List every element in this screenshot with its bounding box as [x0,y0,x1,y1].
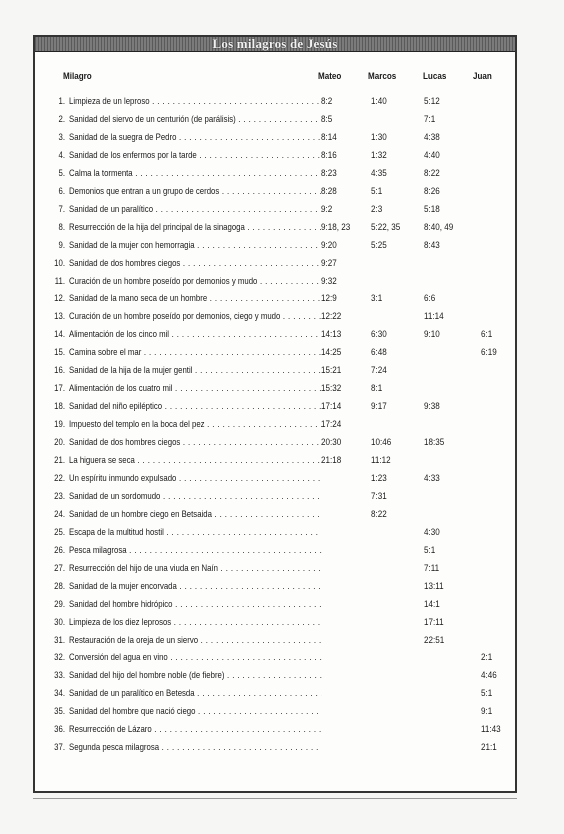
row-number: 3. [58,131,65,143]
miracle-name: Restauración de la oreja de un siervo . . . [69,635,322,646]
ref-lucas: 5:12 [424,96,440,107]
ref-lucas: 13:11 [424,580,444,592]
miracle-name: Sanidad del hijo del hombre noble (de fiebre) . . . [69,670,322,681]
ref-mateo: 8:2 [321,96,333,107]
table-row [35,240,515,254]
ref-mateo: 20:30 [321,437,342,449]
table-row [35,599,515,613]
ref-mateo: 9:2 [321,203,333,215]
row-number: 34. [54,688,65,700]
table-row [35,724,515,738]
ref-lucas: 8:26 [424,185,440,197]
row-number: 5. [58,167,65,179]
ref-juan: 9:1 [481,706,493,718]
miracle-name: Curación de un hombre poseído por demonios, ciego y mudo . . . [69,311,322,322]
ref-lucas: 4:30 [424,526,440,538]
row-number: 14. [54,329,65,341]
miracle-name: Sanidad del siervo de un centurión (de parálisis) . . . [69,114,322,125]
miracle-name: Sanidad de la mujer con hemorragia . . . [69,240,322,251]
miracle-name: Sanidad de los enfermos por la tarde . . . [69,150,322,161]
row-number: 4. [58,149,65,161]
row-number: 37. [54,742,65,754]
table-row [35,635,515,649]
ref-lucas: 22:51 [424,634,445,646]
miracle-name: Sanidad de un sordomudo . . . [69,491,322,502]
ref-lucas: 4:33 [424,472,440,484]
table-row [35,329,515,343]
table-row [35,509,515,523]
miracle-name: Sanidad de la mano seca de un hombre . . . [69,293,322,304]
ref-mateo: 9:27 [321,257,337,269]
ref-mateo: 9:18, 23 [321,221,351,233]
ref-lucas: 7:1 [424,113,436,125]
table-row [35,114,515,128]
ref-marcos: 8:1 [371,383,383,395]
row-number: 24. [54,508,65,520]
row-number: 25. [54,526,65,538]
miracle-name: Calma la tormenta . . . [69,168,322,179]
table-row [35,670,515,684]
table-row [35,150,515,164]
table-row [35,365,515,379]
table-row [35,545,515,559]
table-row [35,293,515,307]
ref-mateo: 8:23 [321,167,337,179]
row-number: 7. [58,203,65,215]
table-row [35,419,515,433]
header-lucas: Lucas [423,71,447,82]
ref-mateo: 15:32 [321,383,342,395]
row-number: 23. [54,490,65,502]
row-number: 15. [54,347,65,359]
miracle-name: Camina sobre el mar . . . [69,347,322,358]
row-number: 31. [54,634,65,646]
ref-lucas: 8:22 [424,167,440,179]
ref-marcos: 5:25 [371,239,387,251]
ref-mateo: 15:21 [321,365,342,377]
table-row [35,132,515,146]
miracle-name: Limpieza de los diez leprosos . . . [69,617,322,628]
ref-mateo: 8:5 [321,113,333,125]
miracle-name: Sanidad del hombre que nació ciego . . . [69,706,322,717]
miracle-name: Alimentación de los cuatro mil . . . [69,383,322,394]
miracle-name: Sanidad de un hombre ciego en Betsaida . . . [69,509,322,520]
table-row [35,652,515,666]
table-row [35,581,515,595]
miracle-name: Alimentación de los cinco mil . . . [69,329,322,340]
table-row [35,222,515,236]
ref-mateo: 17:24 [321,419,342,431]
header-marcos: Marcos [368,71,397,82]
ref-marcos: 9:17 [371,401,387,413]
ref-lucas: 5:1 [424,544,436,556]
ref-mateo: 21:18 [321,455,342,466]
row-number: 10. [54,257,65,269]
ref-juan: 2:1 [481,652,493,664]
row-number: 32. [54,652,65,664]
table-row [35,491,515,505]
table-title: Los milagros de Jesús [212,36,338,51]
ref-mateo: 8:14 [321,131,337,143]
miracle-name: Demonios que entran a un grupo de cerdos . . . [69,186,322,197]
ref-juan: 11:43 [481,724,501,736]
ref-marcos: 6:30 [371,329,387,341]
table-row [35,617,515,631]
miracle-name: Curación de un hombre poseído por demonios y mudo . . . [69,276,322,287]
ref-marcos: 1:40 [371,96,387,107]
miracle-name: Sanidad de dos hombres ciegos . . . [69,437,322,448]
row-number: 17. [54,383,65,395]
row-number: 22. [54,472,65,484]
row-number: 2. [58,113,65,125]
miracle-name: Sanidad de un paralítico . . . [69,204,322,215]
ref-marcos: 7:31 [371,490,387,502]
ref-lucas: 7:11 [424,562,440,574]
row-number: 11. [54,275,65,287]
miracle-name: Limpieza de un leproso . . . [69,96,322,107]
row-number: 35. [54,706,65,718]
table-row [35,186,515,200]
ref-marcos: 1:30 [371,131,387,143]
ref-juan: 21:1 [481,742,497,754]
ref-lucas: 6:6 [424,293,436,305]
miracle-name: Sanidad del niño epiléptico . . . [69,401,322,412]
table-row [35,347,515,361]
miracle-name: Escapa de la multitud hostil . . . [69,527,322,538]
miracle-name: Sanidad de dos hombres ciegos . . . [69,258,322,269]
miracle-name: Segunda pesca milagrosa . . . [69,742,322,753]
ref-lucas: 18:35 [424,437,445,449]
table-row [35,473,515,487]
row-number: 9. [58,239,65,251]
table-row [35,311,515,325]
row-number: 13. [54,311,65,323]
table-row [35,688,515,702]
table-row [35,401,515,415]
ref-lucas: 5:18 [424,203,440,215]
title-bar [35,37,515,52]
ref-mateo: 9:20 [321,239,337,251]
ref-marcos: 7:24 [371,365,387,377]
miracle-name: Sanidad de la suegra de Pedro . . . [69,132,322,143]
ref-lucas: 8:43 [424,239,440,251]
row-number: 30. [54,616,65,628]
ref-marcos: 5:1 [371,185,383,197]
row-number: 16. [54,365,65,377]
row-number: 6. [58,185,65,197]
bottom-rule [33,798,517,799]
miracle-name: Resurrección del hijo de una viuda en Naín . . . [69,563,322,574]
miracle-name: Sanidad de la hija de la mujer gentil . . . [69,365,322,376]
ref-lucas: 9:10 [424,329,440,341]
ref-marcos: 11:12 [371,455,391,466]
ref-marcos: 4:35 [371,167,387,179]
table-row [35,742,515,756]
miracle-name: Impuesto del templo en la boca del pez . . . [69,419,322,430]
miracle-name: Sanidad de la mujer encorvada . . . [69,581,322,592]
ref-lucas: 11:14 [424,311,444,323]
ref-marcos: 10:46 [371,437,392,449]
ref-marcos: 6:48 [371,347,387,359]
ref-mateo: 17:14 [321,401,342,413]
row-number: 1. [58,96,65,107]
ref-juan: 6:1 [481,329,493,341]
miracle-name: Pesca milagrosa . . . [69,545,322,556]
ref-marcos: 1:32 [371,149,387,161]
table-row [35,527,515,541]
miracle-name: Conversión del agua en vino . . . [69,652,322,663]
table-row [35,455,515,469]
row-number: 8. [58,221,65,233]
miracle-name: La higuera se seca . . . [69,455,322,466]
table-row [35,168,515,182]
row-number: 20. [54,437,65,449]
ref-mateo: 8:28 [321,185,337,197]
row-number: 28. [54,580,65,592]
header-milagro: Milagro [63,71,92,82]
ref-mateo: 12:22 [321,311,342,323]
ref-marcos: 5:22, 35 [371,221,401,233]
ref-mateo: 12:9 [321,293,337,305]
miracle-name: Resurrección de Lázaro . . . [69,724,322,735]
header-mateo: Mateo [318,71,342,82]
ref-marcos: 8:22 [371,508,387,520]
ref-juan: 5:1 [481,688,493,700]
table-row [35,276,515,290]
ref-juan: 4:46 [481,670,497,682]
ref-lucas: 4:38 [424,131,440,143]
header-juan: Juan [473,71,492,82]
miracle-name: Sanidad de un paralítico en Betesda . . . [69,688,322,699]
table-row [35,706,515,720]
ref-lucas: 17:11 [424,616,444,628]
ref-lucas: 14:1 [424,598,440,610]
miracle-name: Sanidad del hombre hidrópico . . . [69,599,322,610]
ref-juan: 6:19 [481,347,497,359]
ref-marcos: 3:1 [371,293,383,305]
row-number: 18. [54,401,65,413]
miracles-table-frame [33,35,517,793]
row-number: 29. [54,598,65,610]
ref-lucas: 9:38 [424,401,440,413]
row-number: 12. [54,293,65,305]
row-number: 27. [54,562,65,574]
ref-mateo: 14:25 [321,347,342,359]
row-number: 19. [54,419,65,431]
miracle-name: Resurrección de la hija del principal de la sinagoga . . . [69,222,322,233]
table-row [35,96,515,110]
table-row [35,563,515,577]
row-number: 36. [54,724,65,736]
ref-lucas: 4:40 [424,149,440,161]
ref-lucas: 8:40, 49 [424,221,454,233]
ref-mateo: 9:32 [321,275,337,287]
row-number: 26. [54,544,65,556]
ref-marcos: 2:3 [371,203,383,215]
table-row [35,383,515,397]
table-row [35,204,515,218]
table-row [35,258,515,272]
ref-mateo: 8:16 [321,149,337,161]
table-row [35,437,515,451]
row-number: 21. [54,455,65,466]
ref-marcos: 1:23 [371,472,387,484]
miracle-name: Un espíritu inmundo expulsado . . . [69,473,322,484]
ref-mateo: 14:13 [321,329,342,341]
row-number: 33. [54,670,65,682]
